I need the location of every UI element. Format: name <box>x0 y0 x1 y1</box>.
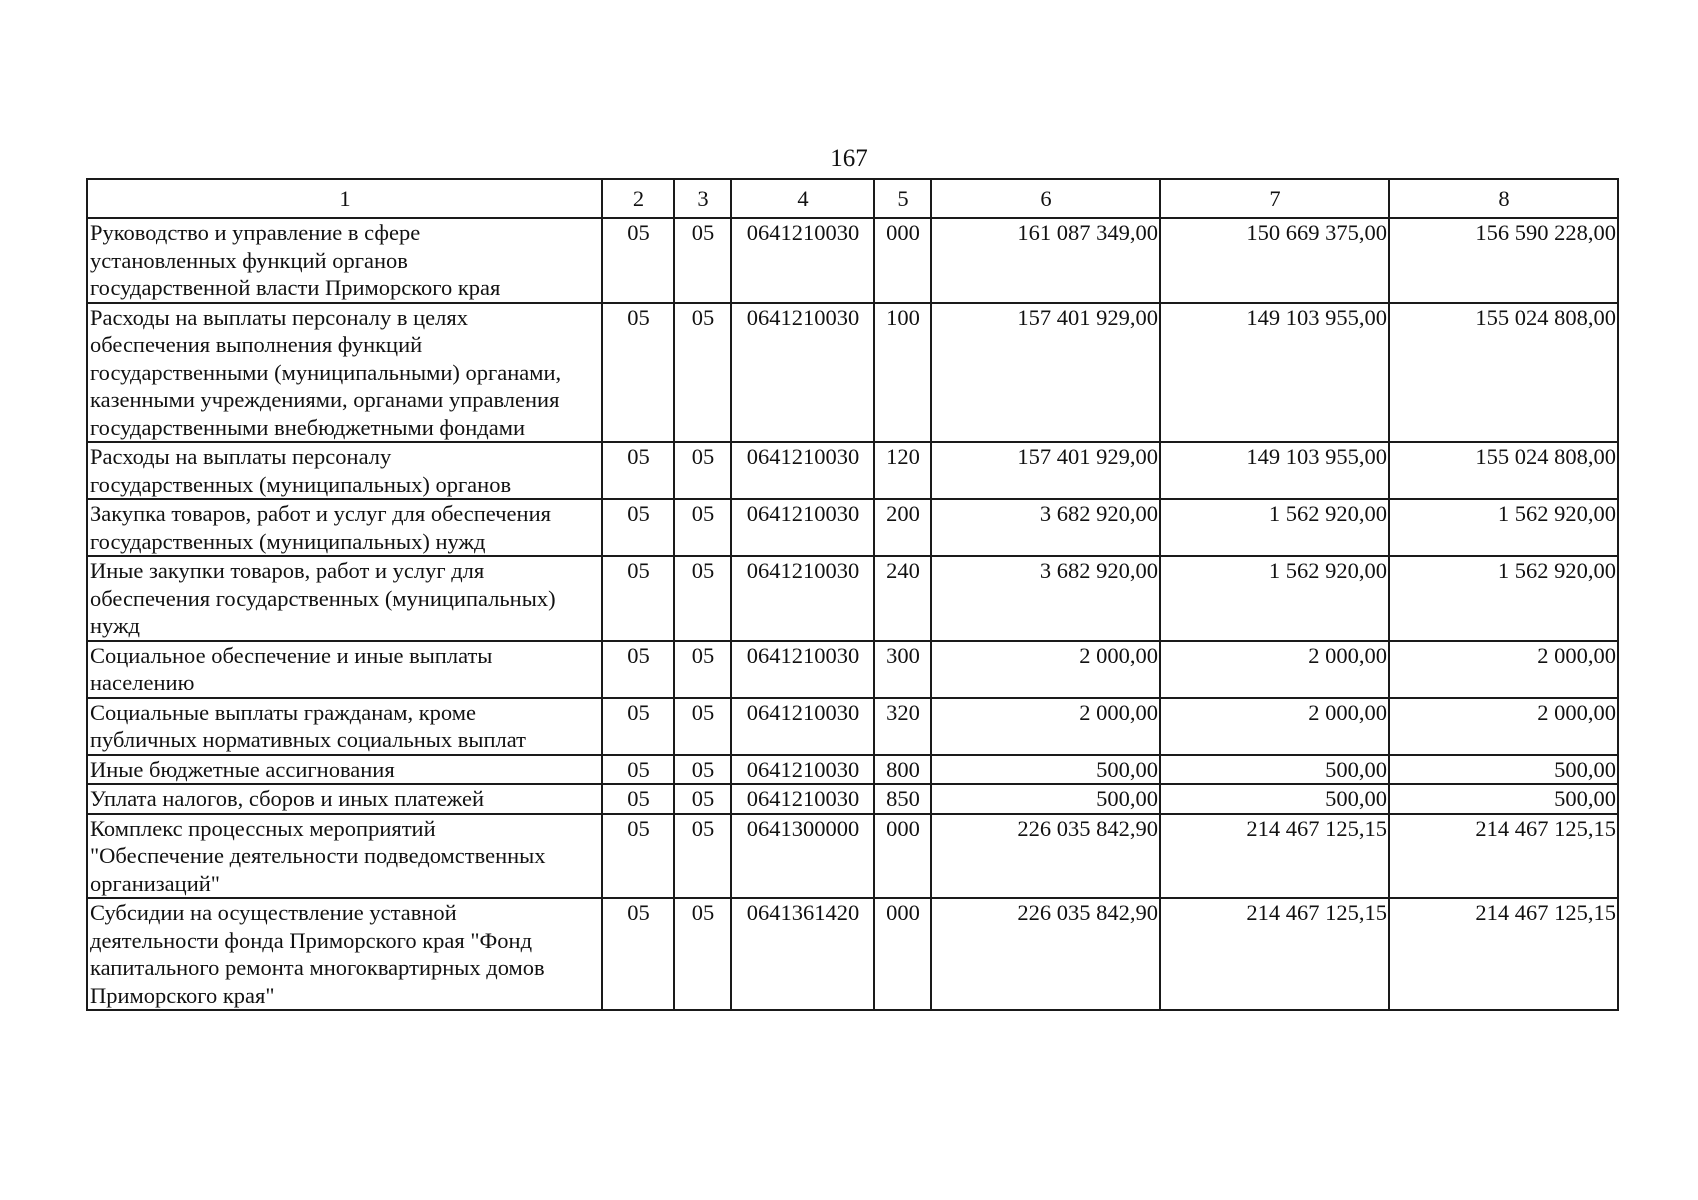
table-row <box>87 698 1618 755</box>
row-name-line: Закупка товаров, работ и услуг для обеспечения <box>90 501 551 526</box>
row-name-line: казенными учреждениями, органами управления <box>90 387 560 412</box>
row-name-line: государственными (муниципальными) органами, <box>90 359 562 385</box>
table-row <box>87 556 1618 641</box>
row-name <box>87 442 602 499</box>
section-code: 05 <box>602 814 674 899</box>
column-header-4: 4 <box>731 179 874 218</box>
amount-col-8: 214 467 125,15 <box>1389 814 1618 899</box>
row-name-line: Иные бюджетные ассигнования <box>90 756 395 782</box>
amount-col-7: 150 669 375,00 <box>1160 218 1389 303</box>
row-name-line: государственных (муниципальных) органов <box>90 471 512 497</box>
row-name <box>87 556 602 641</box>
target-article-code: 0641210030 <box>731 442 874 499</box>
amount-col-7: 149 103 955,00 <box>1160 303 1389 443</box>
row-name-line: обеспечения государственных (муниципальных) <box>90 585 556 611</box>
amount-col-8: 155 024 808,00 <box>1389 442 1618 499</box>
row-name <box>87 784 602 814</box>
row-name <box>87 641 602 698</box>
subsection-code: 05 <box>674 556 731 641</box>
row-name-line: нужд <box>90 613 140 638</box>
subsection-code: 05 <box>674 499 731 556</box>
expense-type-code: 200 <box>874 499 931 556</box>
row-name-line: Субсидии на осуществление уставной <box>90 900 457 925</box>
expense-type-code: 320 <box>874 698 931 755</box>
target-article-code: 0641300000 <box>731 814 874 899</box>
row-name-line: "Обеспечение деятельности подведомственных <box>90 843 546 868</box>
amount-col-7: 1 562 920,00 <box>1160 556 1389 641</box>
subsection-code: 05 <box>674 784 731 814</box>
amount-col-8: 156 590 228,00 <box>1389 218 1618 303</box>
subsection-code: 05 <box>674 442 731 499</box>
row-name-line: деятельности фонда Приморского края "Фонд <box>90 927 533 953</box>
subsection-code: 05 <box>674 698 731 755</box>
section-code: 05 <box>602 442 674 499</box>
subsection-code: 05 <box>674 218 731 303</box>
expense-type-code: 100 <box>874 303 931 443</box>
target-article-code: 0641210030 <box>731 755 874 785</box>
row-name <box>87 898 602 1010</box>
column-header-2: 2 <box>602 179 674 218</box>
expense-type-code: 000 <box>874 218 931 303</box>
amount-col-6: 226 035 842,90 <box>931 898 1160 1010</box>
section-code: 05 <box>602 755 674 785</box>
section-code: 05 <box>602 641 674 698</box>
subsection-code: 05 <box>674 641 731 698</box>
table-body <box>87 218 1618 1010</box>
page-number: 167 <box>830 145 868 172</box>
expense-type-code: 240 <box>874 556 931 641</box>
row-name <box>87 755 602 785</box>
row-name-line: государственных (муниципальных) нужд <box>90 528 486 554</box>
row-name <box>87 218 602 303</box>
table-row <box>87 784 1618 814</box>
target-article-code: 0641361420 <box>731 898 874 1010</box>
row-name-line: Руководство и управление в сфере <box>90 220 421 245</box>
row-name-line: населению <box>90 670 195 695</box>
row-name-line: Приморского края" <box>90 982 275 1008</box>
budget-table <box>86 178 1619 1011</box>
row-name-line: установленных функций органов <box>90 247 408 273</box>
expense-type-code: 000 <box>874 898 931 1010</box>
amount-col-8: 500,00 <box>1389 784 1618 814</box>
amount-col-7: 500,00 <box>1160 755 1389 785</box>
amount-col-6: 3 682 920,00 <box>931 499 1160 556</box>
amount-col-6: 161 087 349,00 <box>931 218 1160 303</box>
target-article-code: 0641210030 <box>731 218 874 303</box>
amount-col-7: 149 103 955,00 <box>1160 442 1389 499</box>
section-code: 05 <box>602 556 674 641</box>
amount-col-7: 500,00 <box>1160 784 1389 814</box>
expense-type-code: 120 <box>874 442 931 499</box>
row-name-line: организаций" <box>90 870 220 896</box>
row-name-line: Иные закупки товаров, работ и услуг для <box>90 558 485 583</box>
row-name <box>87 814 602 899</box>
amount-col-6: 157 401 929,00 <box>931 303 1160 443</box>
subsection-code: 05 <box>674 755 731 785</box>
target-article-code: 0641210030 <box>731 641 874 698</box>
amount-col-8: 2 000,00 <box>1389 641 1618 698</box>
row-name-line: капитального ремонта многоквартирных домов <box>90 955 545 980</box>
row-name-line: государственными внебюджетными фондами <box>90 414 526 440</box>
column-header-3: 3 <box>674 179 731 218</box>
amount-col-7: 2 000,00 <box>1160 641 1389 698</box>
row-name-line: Расходы на выплаты персоналу в целях <box>90 304 468 330</box>
table-row <box>87 814 1618 899</box>
row-name-line: Социальные выплаты гражданам, кроме <box>90 699 476 725</box>
section-code: 05 <box>602 698 674 755</box>
amount-col-6: 157 401 929,00 <box>931 442 1160 499</box>
row-name <box>87 303 602 443</box>
expense-type-code: 850 <box>874 784 931 814</box>
target-article-code: 0641210030 <box>731 784 874 814</box>
row-name-line: обеспечения выполнения функций <box>90 332 423 357</box>
target-article-code: 0641210030 <box>731 303 874 443</box>
expense-type-code: 800 <box>874 755 931 785</box>
table-row <box>87 499 1618 556</box>
amount-col-6: 500,00 <box>931 755 1160 785</box>
amount-col-6: 2 000,00 <box>931 641 1160 698</box>
row-name <box>87 499 602 556</box>
column-header-8: 8 <box>1389 179 1618 218</box>
amount-col-6: 226 035 842,90 <box>931 814 1160 899</box>
amount-col-8: 155 024 808,00 <box>1389 303 1618 443</box>
table-row <box>87 442 1618 499</box>
section-code: 05 <box>602 303 674 443</box>
column-header-5: 5 <box>874 179 931 218</box>
column-header-1: 1 <box>87 179 602 218</box>
amount-col-8: 214 467 125,15 <box>1389 898 1618 1010</box>
amount-col-7: 214 467 125,15 <box>1160 898 1389 1010</box>
section-code: 05 <box>602 898 674 1010</box>
table-row <box>87 641 1618 698</box>
row-name-line: Комплекс процессных мероприятий <box>90 815 436 841</box>
section-code: 05 <box>602 218 674 303</box>
amount-col-6: 500,00 <box>931 784 1160 814</box>
amount-col-7: 214 467 125,15 <box>1160 814 1389 899</box>
expense-type-code: 000 <box>874 814 931 899</box>
row-name-line: Расходы на выплаты персоналу <box>90 444 392 469</box>
target-article-code: 0641210030 <box>731 499 874 556</box>
target-article-code: 0641210030 <box>731 698 874 755</box>
amount-col-8: 1 562 920,00 <box>1389 499 1618 556</box>
section-code: 05 <box>602 784 674 814</box>
row-name-line: публичных нормативных социальных выплат <box>90 727 526 752</box>
row-name-line: Уплата налогов, сборов и иных платежей <box>90 786 485 811</box>
amount-col-6: 3 682 920,00 <box>931 556 1160 641</box>
amount-col-7: 1 562 920,00 <box>1160 499 1389 556</box>
amount-col-8: 500,00 <box>1389 755 1618 785</box>
row-name-line: Социальное обеспечение и иные выплаты <box>90 642 493 668</box>
table-row <box>87 898 1618 1010</box>
table-row <box>87 755 1618 785</box>
subsection-code: 05 <box>674 814 731 899</box>
header-row <box>87 179 1618 218</box>
amount-col-7: 2 000,00 <box>1160 698 1389 755</box>
row-name <box>87 698 602 755</box>
expense-type-code: 300 <box>874 641 931 698</box>
subsection-code: 05 <box>674 303 731 443</box>
table-row <box>87 218 1618 303</box>
amount-col-8: 2 000,00 <box>1389 698 1618 755</box>
subsection-code: 05 <box>674 898 731 1010</box>
column-header-7: 7 <box>1160 179 1389 218</box>
section-code: 05 <box>602 499 674 556</box>
table-row <box>87 303 1618 443</box>
column-header-6: 6 <box>931 179 1160 218</box>
target-article-code: 0641210030 <box>731 556 874 641</box>
row-name-line: государственной власти Приморского края <box>90 275 501 300</box>
amount-col-6: 2 000,00 <box>931 698 1160 755</box>
amount-col-8: 1 562 920,00 <box>1389 556 1618 641</box>
